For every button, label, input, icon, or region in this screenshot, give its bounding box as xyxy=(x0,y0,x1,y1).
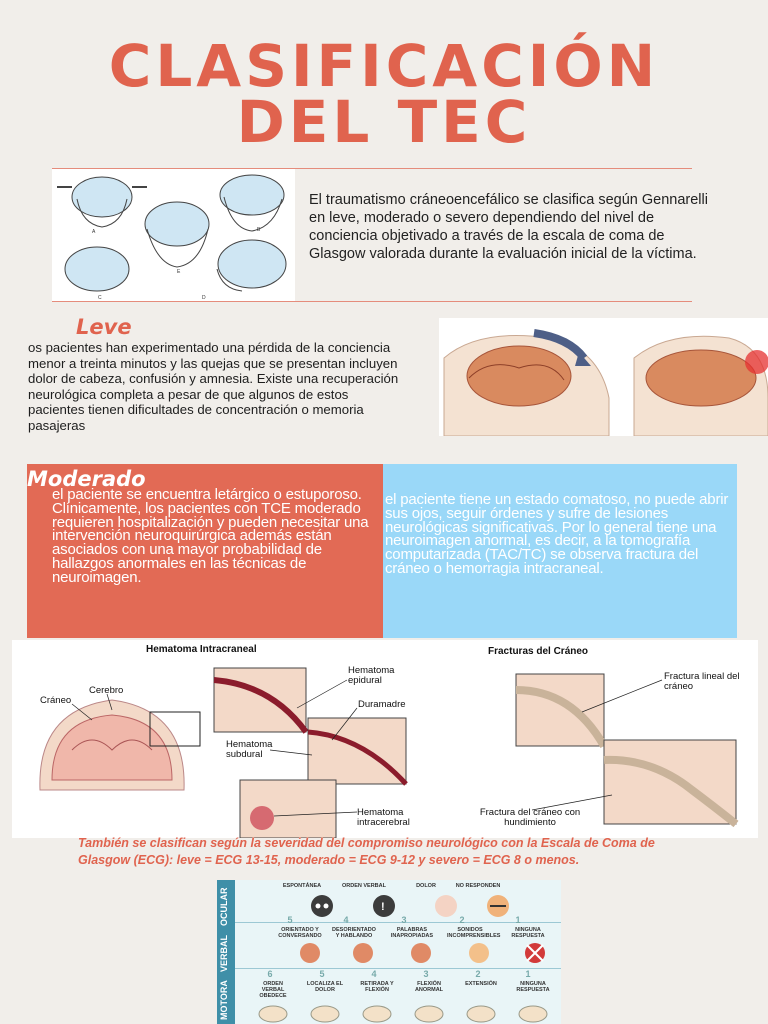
hematoma-fracture-diagram xyxy=(12,640,758,838)
severo-text: el paciente tiene un estado comatoso, no puede abrir sus ojos, seguir órdenes y sufre de lesiones neurológicas significativas. Por lo general tiene una neuroimagen anormal, es decir, a la tomografía computarizada (TAC/TC) se observa fractura del cráneo o hemorragia intracraneal. xyxy=(385,491,729,577)
fracturas-title: Fracturas del Cráneo xyxy=(488,646,589,657)
label-fractura-lineal: Fractura lineal del cráneo xyxy=(664,671,740,692)
ecg-motora-item-1: ORDEN VERBAL OBEDECE xyxy=(259,981,287,999)
ecg-motora-item-3: RETIRADA Y FLEXIÓN xyxy=(360,981,394,993)
label-fractura-hundimiento: Fractura del cráneo con hundimiento xyxy=(479,807,581,828)
ecg-ocular-item-1: ESPONTÁNEA xyxy=(282,883,322,889)
glasgow-scale-chart xyxy=(217,880,561,1024)
label-subdural: Hematoma subdural xyxy=(226,739,273,760)
title-line-1: CLASIFICACIÓN xyxy=(108,32,660,100)
ecg-ocular-item-3: DOLOR xyxy=(416,883,436,889)
ecg-motora-score-4: 3 xyxy=(423,969,429,979)
ecg-verbal-score-2: 4 xyxy=(343,915,349,925)
ecg-verbal-score-4: 2 xyxy=(459,915,465,925)
ecg-motora-item-6: NINGUNA RESPUESTA xyxy=(516,981,550,993)
skull-illustration xyxy=(52,169,295,301)
moderado-heading: Moderado xyxy=(27,467,146,491)
ecg-verbal-item-3: PALABRAS INAPROPIADAS xyxy=(390,927,434,939)
intro-text: El traumatismo cráneoencefálico se clasifica según Gennarelli en leve, moderado o severo dependiendo del nivel de conciencia objetivado a través de la escala de coma de Glasgow valorada durante la evaluación inicial de la víctima. xyxy=(309,192,708,262)
leve-text: os pacientes han experimentado una pérdida de la conciencia menor a treinta minutos y las quejas que se presentan incluyen dolor de cabeza, confusión y amnesia. Existe una recuperación neurológica completa a pesar de que algunos de estos pacientes tienen dificultades de concentración o memoria pasajeras xyxy=(28,340,399,433)
ecg-verbal-graphics xyxy=(235,915,561,970)
ecg-verbal-score-5: 1 xyxy=(515,915,521,925)
ecg-verbal-item-1: ORIENTADO Y CONVERSANDO xyxy=(278,927,322,939)
ecg-motora-icons xyxy=(235,992,561,1024)
hematoma-title: Hematoma Intracraneal xyxy=(146,644,257,655)
label-intracerebral: Hematoma intracerebral xyxy=(357,807,410,828)
figure-letter-b: B xyxy=(257,227,261,233)
brain-illustration xyxy=(439,318,768,436)
figure-letter-c: C xyxy=(98,295,102,301)
label-duramadre: Duramadre xyxy=(358,699,406,710)
svg-text:!: ! xyxy=(381,901,385,913)
ecg-verbal-item-4: SONIDOS INCOMPRENSIBLES xyxy=(447,927,501,939)
skull-drawing xyxy=(52,169,295,301)
ecg-verbal-score-3: 3 xyxy=(401,915,407,925)
ecg-row-motora: MOTORA xyxy=(219,980,229,1020)
ecg-motora-score-2: 5 xyxy=(319,969,325,979)
brain-drawing xyxy=(439,318,768,436)
label-craneo: Cráneo xyxy=(40,695,72,706)
title-line-2: DEL TEC xyxy=(236,88,532,156)
page-title xyxy=(0,32,768,156)
moderado-text: el paciente se encuentra letárgico o estuporoso. Clínicamente, los pacientes con TCE moderado requieren hospitalización y pueden necesitar una intervención neuroquirúrgica además están asociados con una mayor probabilidad de hallazgos anormales en las técnicas de neuroimagen. xyxy=(52,486,369,586)
label-cerebro: Cerebro xyxy=(89,685,124,696)
bottom-rule xyxy=(52,301,692,302)
figure-letter-d: D xyxy=(202,295,206,301)
ecg-motora-item-5: EXTENSIÓN xyxy=(465,981,497,987)
leve-heading: Leve xyxy=(76,315,132,339)
label-epidural: Hematoma epidural xyxy=(348,665,395,686)
ecg-ocular-item-4: NO RESPONDEN xyxy=(455,883,501,889)
figure-letter-a: A xyxy=(92,229,96,235)
ecg-verbal-item-2: DESORIENTADO Y HABLANDO xyxy=(332,927,376,939)
ecg-motora-item-4: FLEXIÓN ANORMAL xyxy=(414,981,444,993)
ecg-ocular-item-2: ORDEN VERBAL xyxy=(341,883,386,889)
ecg-row-verbal: VERBAL xyxy=(219,934,229,972)
ecg-motora-score-6: 1 xyxy=(525,969,531,979)
ecg-motora-item-2: LOCALIZA EL DOLOR xyxy=(306,981,344,993)
ecg-motora-score-1: 6 xyxy=(267,969,273,979)
figure-letter-e: E xyxy=(177,269,181,275)
ecg-motora-score-3: 4 xyxy=(371,969,377,979)
ecg-verbal-score-1: 5 xyxy=(287,915,293,925)
ecg-motora-score-5: 2 xyxy=(475,969,481,979)
ecg-row-ocular: OCULAR xyxy=(219,887,229,926)
glasgow-text: También se clasifican según la severidad del compromiso neurológico con la Escala de Coma de Glasgow (ECG): leve = ECG 13-15, moderado = ECG 9-12 y severo = ECG 8 o menos. xyxy=(78,836,655,867)
ecg-verbal-item-5: NINGUNA RESPUESTA xyxy=(511,927,545,939)
